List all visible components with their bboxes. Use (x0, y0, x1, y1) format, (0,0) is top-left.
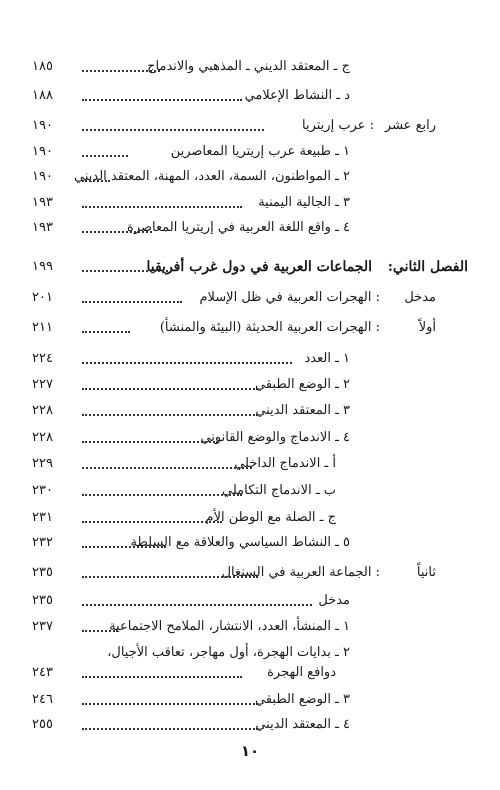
dot-leader (82, 467, 252, 469)
dot-leader (82, 414, 258, 416)
toc-entry (0, 428, 500, 452)
entry-title: د ـ النشاط الإعلامي (244, 88, 350, 103)
toc-entry (0, 563, 500, 587)
page-number: ٢٣١ (32, 510, 53, 525)
dot-leader (82, 362, 292, 364)
dot-leader (82, 206, 242, 208)
toc-entry (0, 288, 500, 312)
page-number: ٢٢٨ (32, 403, 53, 418)
chapter-title: الجماعات العربية في دول غرب أفريقيا (146, 259, 372, 275)
entry-title: : الهجرات العربية الحديثة (البيئة والمنشأ) (159, 320, 380, 335)
page-number: ٢٣٧ (32, 619, 53, 634)
page-number: ٢٤٦ (32, 692, 53, 707)
dot-leader (82, 728, 258, 730)
entry-title: : الهجرات العربية في ظل الإسلام (199, 290, 380, 305)
toc-entry (0, 591, 500, 615)
chapter-label: الفصل الثاني: (387, 259, 468, 275)
toc-entry (0, 57, 500, 81)
entry-label: ثانياً (416, 565, 436, 580)
dot-leader (82, 576, 258, 578)
entry-title: ١ ـ العدد (304, 351, 350, 366)
page-number: ١٩٠ (32, 144, 53, 159)
entry-title: ٤ ـ المعتقد الديني (255, 717, 350, 732)
dot-leader (82, 546, 166, 548)
entry-label: أولاً (418, 320, 436, 335)
dot-leader (82, 676, 242, 678)
toc-entry (0, 663, 500, 687)
dot-leader (82, 441, 218, 443)
dot-leader (82, 180, 110, 182)
dot-leader (82, 70, 160, 72)
toc-entry (0, 86, 500, 110)
entry-title: ١ ـ المنشأ، العدد، الانتشار، الملامح الاجتماعية (109, 619, 350, 634)
page-number: ٢٣٢ (32, 535, 53, 550)
entry-title: ب ـ الاندماج التكاملي (222, 483, 336, 498)
page-number: ٢٥٥ (32, 717, 53, 732)
page-number: ١٩٠ (32, 118, 53, 133)
entry-title: ج ـ الصلة مع الوطن الأم (205, 510, 336, 525)
dot-leader (82, 99, 242, 101)
page-number: ٢٢٧ (32, 377, 53, 392)
page-number: ٢٢٨ (32, 430, 53, 445)
toc-entry (0, 193, 500, 217)
entry-title: ٣ ـ الوضع الطبقي (254, 692, 350, 707)
toc-entry (0, 533, 500, 557)
page-number: ٢١١ (32, 320, 53, 335)
entry-title: ٢ ـ بدايات الهجرة، أول مهاجر، تعاقب الأجيال، (107, 645, 350, 660)
entry-title: أ ـ الاندماج الداخلي (234, 456, 336, 471)
entry-title: ١ ـ طبيعة عرب إريتريا المعاصرين (170, 144, 350, 159)
page-number: ٢٠١ (32, 290, 53, 305)
entry-title: ٤ ـ الاندماج والوضع القانوني (200, 430, 350, 445)
page-number: ١٨٥ (32, 59, 53, 74)
toc-entry (0, 218, 500, 242)
dot-leader (82, 604, 312, 606)
entry-title: ٢ ـ الوضع الطبقي (254, 377, 350, 392)
entry-title: : عرب إريتريا (302, 118, 374, 133)
toc-entry (0, 715, 500, 739)
toc-entry (0, 617, 500, 641)
page-number: ٢٣٥ (32, 593, 53, 608)
dot-leader (82, 301, 182, 303)
toc-entry (0, 508, 500, 532)
toc-entry (0, 142, 500, 166)
toc-entry (0, 401, 500, 425)
entry-title: مدخل (318, 593, 350, 608)
entry-title: ٥ ـ النشاط السياسي والعلاقة مع السلطة (130, 535, 350, 550)
page-number: ١٨٨ (32, 88, 53, 103)
toc-entry (0, 349, 500, 373)
page-number: ٢٢٤ (32, 351, 53, 366)
entry-title: دوافع الهجرة (267, 665, 336, 680)
entry-title: ٢ ـ المواطنون، السمة، العدد، المهنة، المعتقد الديني (74, 169, 350, 184)
page-number: ١٩٣ (32, 195, 53, 210)
entry-label: رابع عشر (384, 118, 436, 133)
folio-page-number: ١٠ (240, 742, 260, 760)
dot-leader (82, 703, 258, 705)
toc-entry (0, 318, 500, 342)
page-number: ١٩٣ (32, 220, 53, 235)
dot-leader (82, 630, 118, 632)
dot-leader (82, 270, 172, 272)
entry-label: مدخل (404, 290, 436, 305)
entry-title: ج ـ المعتقد الديني ـ المذهبي والاندماج (147, 59, 350, 74)
dot-leader (82, 331, 130, 333)
entry-title: ٣ ـ الجالية اليمنية (258, 195, 350, 210)
entry-title: ٣ ـ المعتقد الديني (255, 403, 350, 418)
page-number: ٢٢٩ (32, 456, 53, 471)
toc-entry (0, 481, 500, 505)
dot-leader (82, 388, 258, 390)
page-number: ١٩٠ (32, 169, 53, 184)
toc-entry (0, 454, 500, 478)
page-number: ٢٤٣ (32, 665, 53, 680)
toc-entry (0, 690, 500, 714)
dot-leader (82, 129, 264, 131)
page-number: ٢٣٠ (32, 483, 53, 498)
toc-entry (0, 116, 500, 140)
entry-title: : الجماعة العربية في السنغال (221, 565, 380, 580)
dot-leader (82, 494, 242, 496)
dot-leader (82, 521, 222, 523)
dot-leader (82, 155, 128, 157)
entry-title: ٤ ـ واقع اللغة العربية في إريتريا المعاصرة (127, 220, 350, 235)
toc-entry (0, 375, 500, 399)
dot-leader (82, 231, 152, 233)
chapter-heading (0, 257, 500, 281)
toc-entry (0, 167, 500, 191)
page-number: ٢٣٥ (32, 565, 53, 580)
page-number: ١٩٩ (32, 259, 53, 274)
